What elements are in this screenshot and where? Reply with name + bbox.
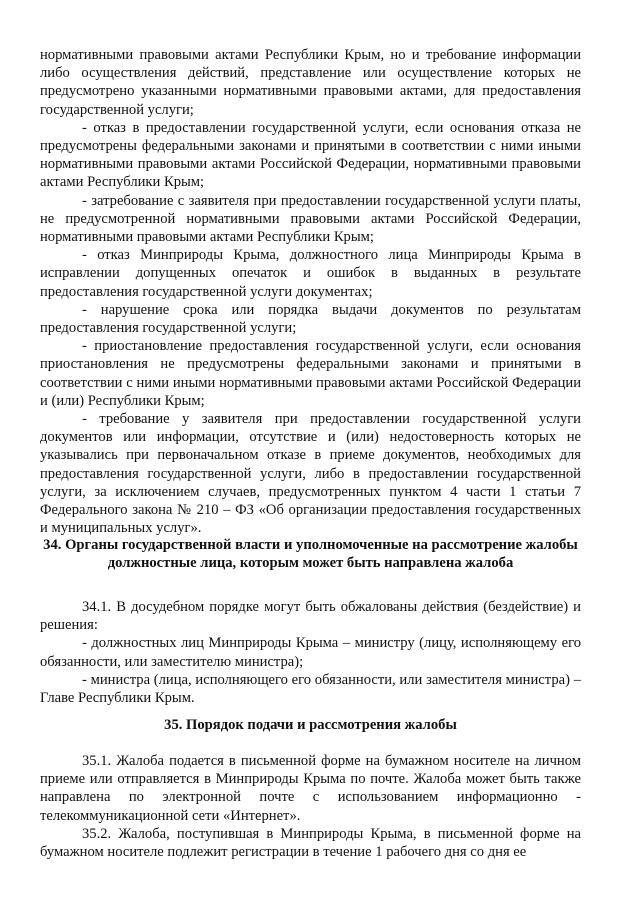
- paragraph-35-1: 35.1. Жалоба подается в письменной форме на бумажном носителе на личном приеме или отправляется в Минприроды Крыма по почте. Жалоба может быть также направлена по электронной почте с использованием информационно - телекоммуникационной сети «Интернет».: [40, 753, 581, 824]
- section-34-heading: 34. Органы государственной власти и уполномоченные на рассмотрение жалобы должностные лица, которым может быть направлена жалоба: [43, 537, 578, 572]
- list-item-deadline-violation: - нарушение срока или порядка выдачи документов по результатам предоставления государственной услуги;: [40, 301, 581, 337]
- paragraph-continuation: нормативными правовыми актами Республики Крым, но и требование информации либо осуществления действий, представление или осуществление которых не предусмотрено указанными нормативными правовыми актами, для предоставления государственной услуги;: [40, 47, 581, 118]
- section-34-body: [40, 598, 581, 707]
- list-item-refusal: - отказ в предоставлении государственной услуги, если основания отказа не предусмотрены федеральными законами и принятыми в соответствии с ними иными нормативными правовыми актами Российской Федерации, нормативными правовыми актами Республики Крым;: [40, 119, 581, 191]
- paragraph-35-2: 35.2. Жалоба, поступившая в Минприроды Крыма, в письменной форме на бумажном носителе подлежит регистрации в течение 1 рабочего дня со дня ее: [40, 825, 581, 861]
- paragraph-34-1: 34.1. В досудебном порядке могут быть обжалованы действия (бездействие) и решения:: [40, 599, 581, 634]
- section-35-body: [40, 752, 581, 861]
- list-item-correction-refusal: - отказ Минприроды Крыма, должностного лица Минприроды Крыма в исправлении допущенных опечаток и ошибок в выданных в результате предоставления государственной услуги документах;: [40, 247, 581, 300]
- list-item-suspension: - приостановление предоставления государственной услуги, если основания приостановления не предусмотрены федеральными законами и принятыми в соответствии с ними иными нормативными правовыми актами Российской Федерации и (или) Республики Крым;: [40, 338, 581, 409]
- section-35-heading: 35. Порядок подачи и рассмотрения жалобы: [164, 717, 457, 733]
- list-item-minister: - министра (лица, исполняющего его обязанности, или заместителя министра) – Главе Республики Крым.: [40, 671, 581, 707]
- list-item-fee-demand: - затребование с заявителя при предоставлении государственной услуги платы, не предусмотренной нормативными правовыми актами Российской Федерации, нормативными правовыми актами Республики Крым;: [40, 192, 581, 246]
- list-item-document-demand: - требование у заявителя при предоставлении государственной услуги документов или информации, отсутствие и (или) недостоверность которых не указывались при первоначальном отказе в приеме документов, необходимых для предоставления государственной услуги, либо в предоставлении государственной услуги, за исключением случаев, предусмотренных пунктом 4 части 1 статьи 7 Федерального закона № 210 – ФЗ «Об организации предоставления государственных и муниципальных услуг».: [40, 411, 581, 537]
- top-text-block: [40, 46, 581, 537]
- list-item-officials: - должностных лиц Минприроды Крыма – министру (лицу, исполняющему его обязанности, или заместителю министра);: [40, 635, 581, 670]
